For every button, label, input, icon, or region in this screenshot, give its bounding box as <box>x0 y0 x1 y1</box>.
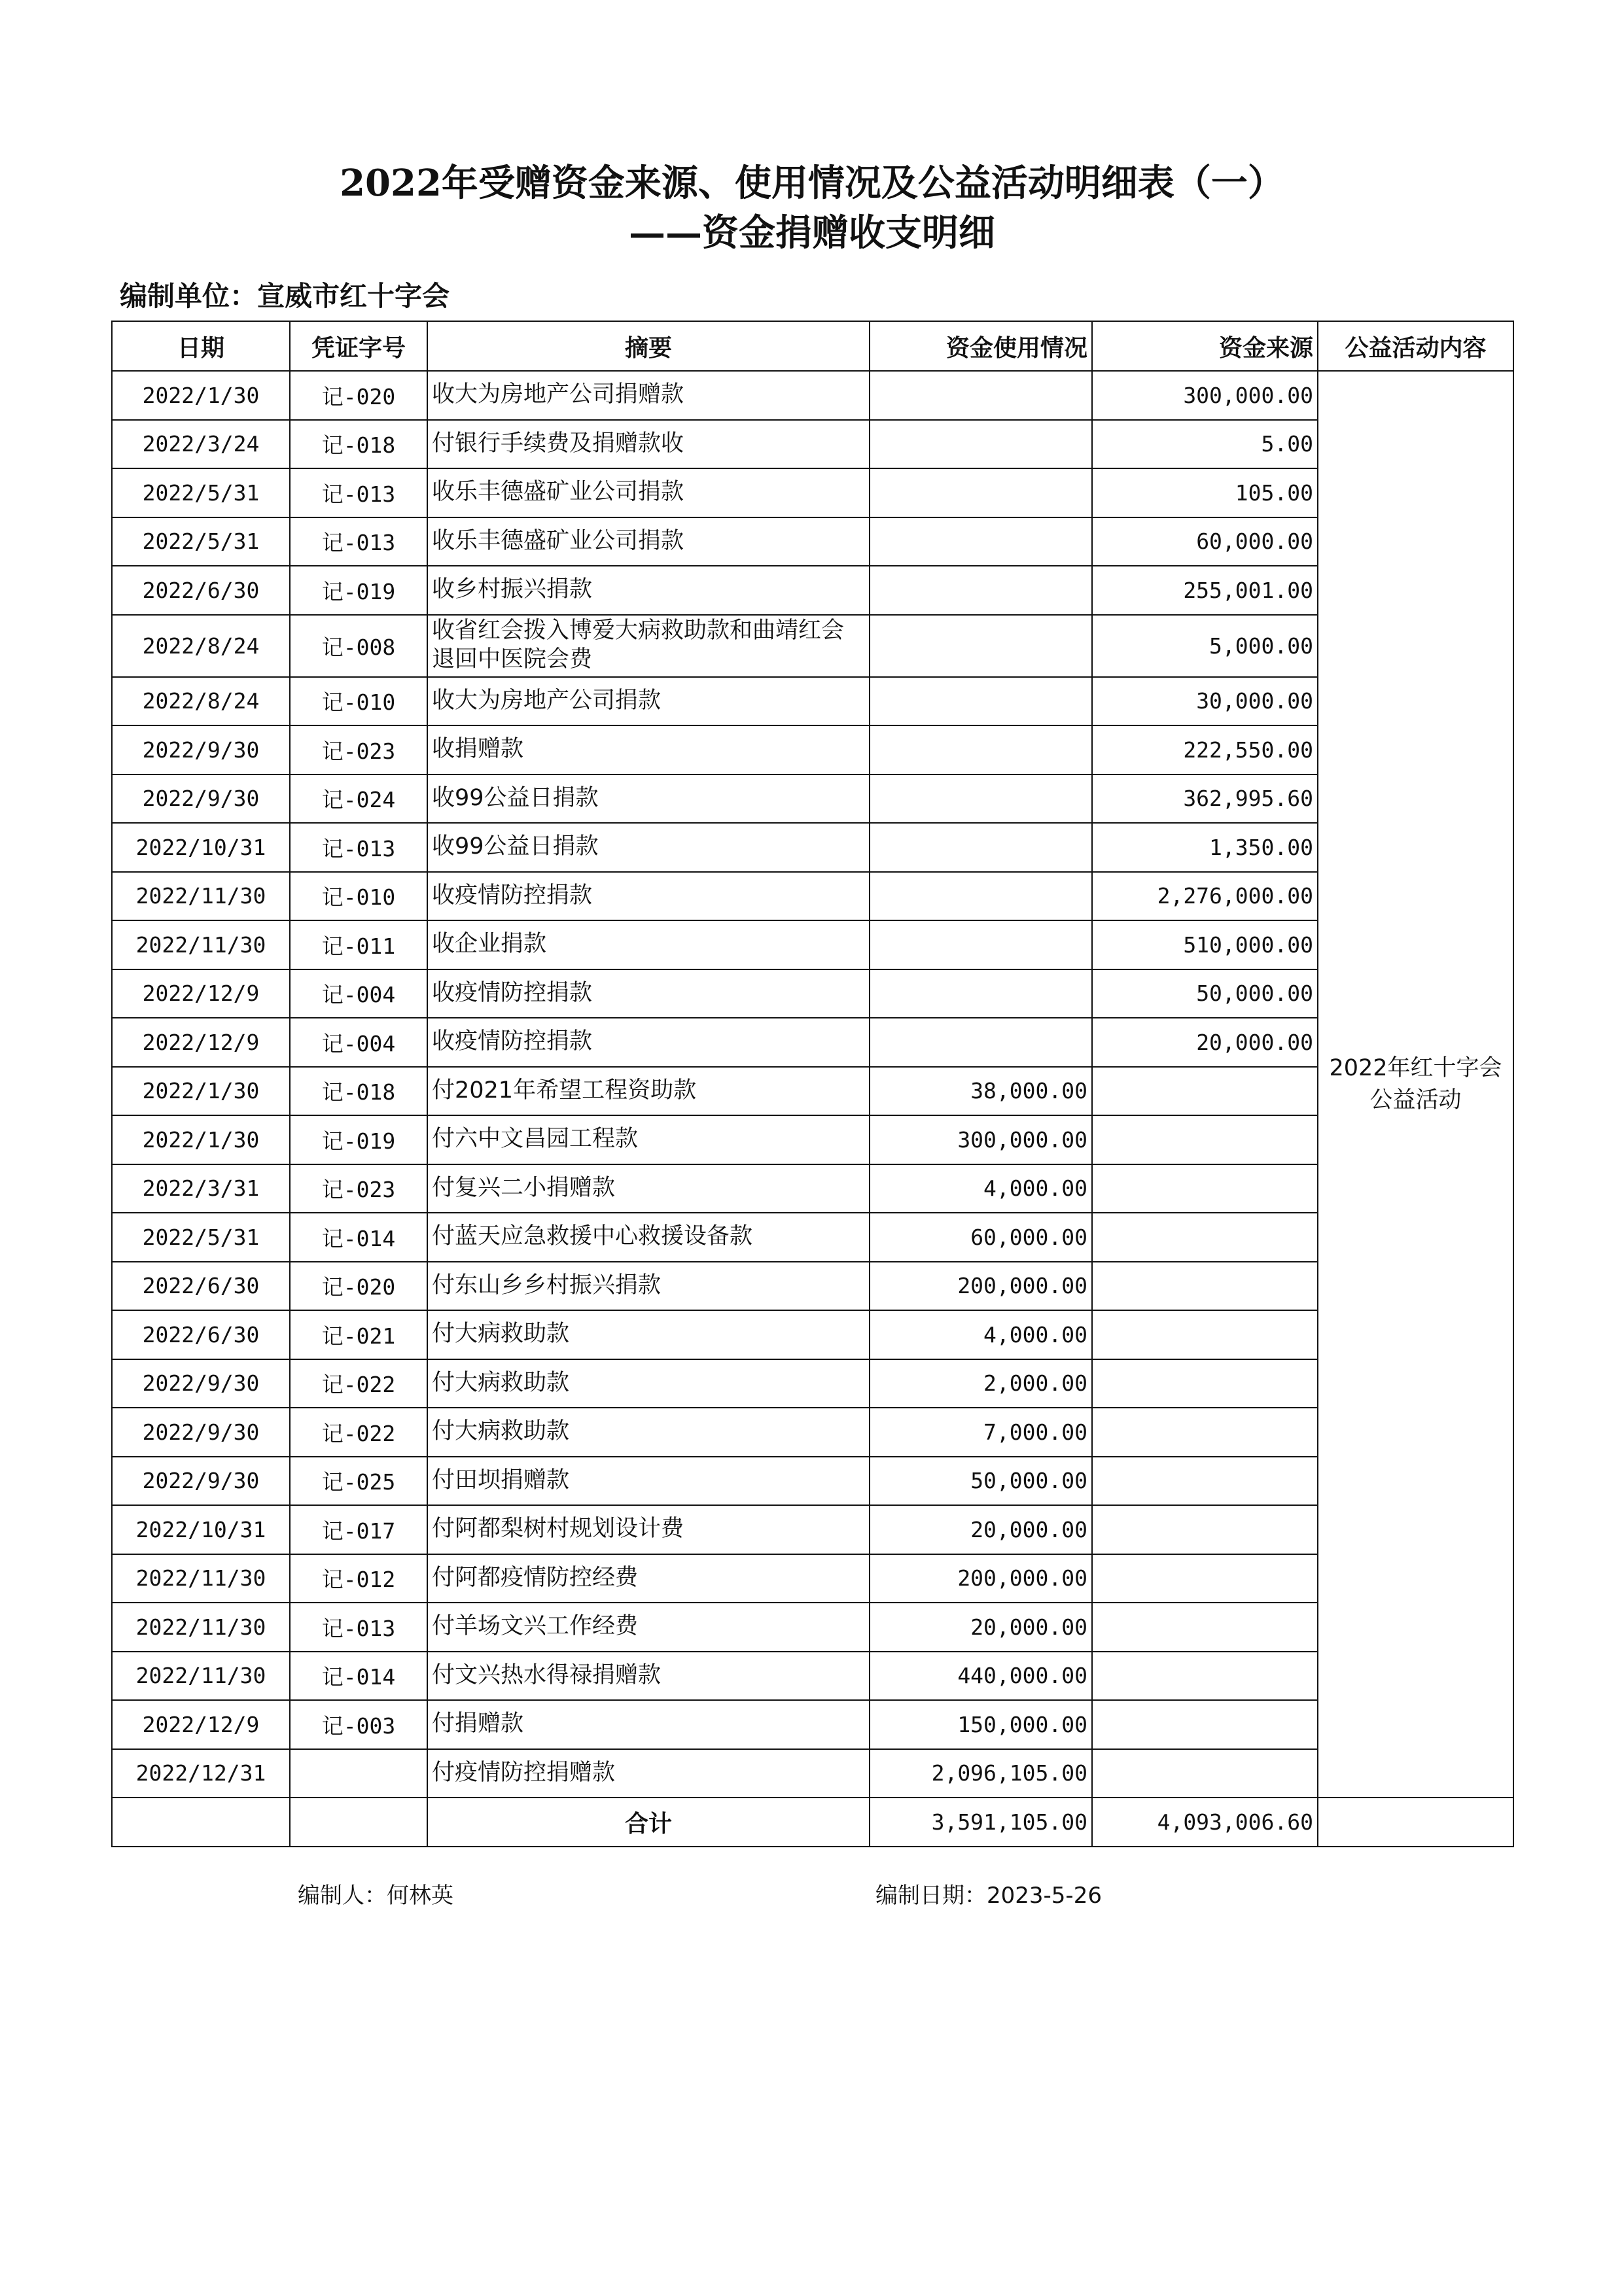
table-row <box>112 872 1513 921</box>
row-date: 2022/9/30 <box>112 1408 290 1457</box>
row-source: 5.00 <box>1092 420 1318 469</box>
header-activity: 公益活动内容 <box>1318 321 1513 371</box>
row-date: 2022/12/9 <box>112 1018 290 1067</box>
row-usage: 2,000.00 <box>870 1359 1092 1408</box>
table-row <box>112 1310 1513 1359</box>
header-usage: 资金使用情况 <box>870 321 1092 371</box>
row-summary: 付疫情防控捐赠款 <box>427 1749 870 1798</box>
row-date: 2022/11/30 <box>112 920 290 969</box>
row-summary: 付大病救助款 <box>427 1359 870 1408</box>
row-usage <box>870 615 1092 677</box>
row-voucher: 记-023 <box>290 725 427 774</box>
row-voucher: 记-004 <box>290 1018 427 1067</box>
row-usage <box>870 823 1092 872</box>
row-voucher: 记-017 <box>290 1505 427 1554</box>
row-usage <box>870 774 1092 824</box>
table-row <box>112 1262 1513 1311</box>
row-source: 30,000.00 <box>1092 677 1318 726</box>
row-usage: 2,096,105.00 <box>870 1749 1092 1798</box>
row-usage: 7,000.00 <box>870 1408 1092 1457</box>
row-usage <box>870 371 1092 420</box>
row-source: 20,000.00 <box>1092 1018 1318 1067</box>
row-source: 222,550.00 <box>1092 725 1318 774</box>
table-row <box>112 468 1513 517</box>
row-source: 5,000.00 <box>1092 615 1318 677</box>
row-source: 105.00 <box>1092 468 1318 517</box>
table-row <box>112 1749 1513 1798</box>
row-source <box>1092 1700 1318 1749</box>
header-row <box>112 321 1513 371</box>
row-date: 2022/8/24 <box>112 615 290 677</box>
row-summary: 收疫情防控捐款 <box>427 872 870 921</box>
row-usage: 20,000.00 <box>870 1505 1092 1554</box>
row-usage: 300,000.00 <box>870 1115 1092 1164</box>
page-subtitle: ——资金捐赠收支明细 <box>629 211 995 254</box>
row-date: 2022/11/30 <box>112 1554 290 1603</box>
row-voucher: 记-008 <box>290 615 427 677</box>
row-source <box>1092 1262 1318 1311</box>
row-voucher: 记-019 <box>290 1115 427 1164</box>
row-date: 2022/6/30 <box>112 1262 290 1311</box>
total-date <box>112 1798 290 1847</box>
total-row <box>112 1798 1513 1847</box>
row-summary: 付大病救助款 <box>427 1408 870 1457</box>
row-source <box>1092 1749 1318 1798</box>
row-voucher: 记-019 <box>290 566 427 615</box>
row-usage <box>870 725 1092 774</box>
row-usage: 200,000.00 <box>870 1262 1092 1311</box>
row-date: 2022/12/9 <box>112 1700 290 1749</box>
table-row <box>112 1408 1513 1457</box>
row-summary: 付阿都梨树村规划设计费 <box>427 1505 870 1554</box>
row-summary: 收疫情防控捐款 <box>427 1018 870 1067</box>
row-source: 1,350.00 <box>1092 823 1318 872</box>
row-voucher: 记-020 <box>290 371 427 420</box>
row-date: 2022/5/31 <box>112 468 290 517</box>
row-voucher: 记-003 <box>290 1700 427 1749</box>
row-voucher: 记-023 <box>290 1164 427 1213</box>
row-summary: 收大为房地产公司捐款 <box>427 677 870 726</box>
row-voucher: 记-020 <box>290 1262 427 1311</box>
row-voucher: 记-011 <box>290 920 427 969</box>
row-date: 2022/10/31 <box>112 1505 290 1554</box>
row-usage: 60,000.00 <box>870 1213 1092 1262</box>
compiling-unit: 编制单位：宣威市红十字会 <box>120 280 450 312</box>
table-row <box>112 969 1513 1018</box>
header-date: 日期 <box>112 321 290 371</box>
row-usage <box>870 920 1092 969</box>
table-row <box>112 1603 1513 1652</box>
row-usage: 440,000.00 <box>870 1652 1092 1701</box>
row-date: 2022/11/30 <box>112 1652 290 1701</box>
row-voucher <box>290 1749 427 1798</box>
activity-content: 2022年红十字会 公益活动 <box>1318 371 1513 1798</box>
table-row <box>112 566 1513 615</box>
row-date: 2022/3/31 <box>112 1164 290 1213</box>
row-source: 300,000.00 <box>1092 371 1318 420</box>
row-usage: 50,000.00 <box>870 1457 1092 1506</box>
prepared-date: 编制日期：2023-5-26 <box>875 1883 1102 1909</box>
row-voucher: 记-025 <box>290 1457 427 1506</box>
row-source <box>1092 1652 1318 1701</box>
row-summary: 付蓝天应急救援中心救援设备款 <box>427 1213 870 1262</box>
row-summary: 收乡村振兴捐款 <box>427 566 870 615</box>
row-voucher: 记-013 <box>290 517 427 566</box>
row-source <box>1092 1408 1318 1457</box>
preparer: 编制人：何林英 <box>298 1883 453 1909</box>
row-usage <box>870 566 1092 615</box>
row-date: 2022/12/31 <box>112 1749 290 1798</box>
row-date: 2022/9/30 <box>112 1457 290 1506</box>
row-date: 2022/6/30 <box>112 1310 290 1359</box>
row-summary: 收乐丰德盛矿业公司捐款 <box>427 468 870 517</box>
row-date: 2022/8/24 <box>112 677 290 726</box>
row-date: 2022/6/30 <box>112 566 290 615</box>
row-summary: 付大病救助款 <box>427 1310 870 1359</box>
row-summary: 付田坝捐赠款 <box>427 1457 870 1506</box>
row-source <box>1092 1310 1318 1359</box>
row-source: 2,276,000.00 <box>1092 872 1318 921</box>
row-date: 2022/5/31 <box>112 517 290 566</box>
row-summary: 收99公益日捐款 <box>427 774 870 824</box>
row-voucher: 记-018 <box>290 1067 427 1116</box>
total-voucher <box>290 1798 427 1847</box>
table-row <box>112 677 1513 726</box>
row-voucher: 记-018 <box>290 420 427 469</box>
row-voucher: 记-012 <box>290 1554 427 1603</box>
table-row <box>112 1457 1513 1506</box>
row-summary: 付东山乡乡村振兴捐款 <box>427 1262 870 1311</box>
total-label: 合计 <box>427 1798 870 1847</box>
row-usage: 200,000.00 <box>870 1554 1092 1603</box>
row-usage: 4,000.00 <box>870 1310 1092 1359</box>
table-row <box>112 920 1513 969</box>
row-voucher: 记-010 <box>290 677 427 726</box>
row-source <box>1092 1505 1318 1554</box>
ledger-table <box>111 321 1514 1847</box>
row-date: 2022/1/30 <box>112 1067 290 1116</box>
table-row <box>112 774 1513 824</box>
row-summary: 付捐赠款 <box>427 1700 870 1749</box>
row-source <box>1092 1067 1318 1116</box>
row-date: 2022/11/30 <box>112 872 290 921</box>
table-row <box>112 420 1513 469</box>
row-source <box>1092 1115 1318 1164</box>
header-source: 资金来源 <box>1092 321 1318 371</box>
row-voucher: 记-013 <box>290 1603 427 1652</box>
row-date: 2022/9/30 <box>112 1359 290 1408</box>
row-summary: 付复兴二小捐赠款 <box>427 1164 870 1213</box>
row-usage <box>870 677 1092 726</box>
row-source <box>1092 1359 1318 1408</box>
table-row <box>112 371 1513 420</box>
table-row <box>112 1115 1513 1164</box>
table-row <box>112 1018 1513 1067</box>
row-voucher: 记-022 <box>290 1359 427 1408</box>
table-row <box>112 517 1513 566</box>
table-row <box>112 1554 1513 1603</box>
page-title: 2022年受赠资金来源、使用情况及公益活动明细表（一） <box>340 162 1284 205</box>
row-usage <box>870 872 1092 921</box>
row-voucher: 记-013 <box>290 468 427 517</box>
row-voucher: 记-024 <box>290 774 427 824</box>
row-summary: 收企业捐款 <box>427 920 870 969</box>
table-row <box>112 1700 1513 1749</box>
row-usage <box>870 420 1092 469</box>
row-summary: 付银行手续费及捐赠款收 <box>427 420 870 469</box>
row-summary: 收捐赠款 <box>427 725 870 774</box>
row-summary: 付阿都疫情防控经费 <box>427 1554 870 1603</box>
row-usage: 20,000.00 <box>870 1603 1092 1652</box>
row-date: 2022/5/31 <box>112 1213 290 1262</box>
row-date: 2022/1/30 <box>112 1115 290 1164</box>
row-summary: 收省红会拨入博爱大病救助款和曲靖红会退回中医院会费 <box>427 615 870 677</box>
table-row <box>112 823 1513 872</box>
row-summary: 收乐丰德盛矿业公司捐款 <box>427 517 870 566</box>
row-voucher: 记-021 <box>290 1310 427 1359</box>
header-summary: 摘要 <box>427 321 870 371</box>
table-row <box>112 1652 1513 1701</box>
row-source: 510,000.00 <box>1092 920 1318 969</box>
total-activity <box>1318 1798 1513 1847</box>
row-date: 2022/10/31 <box>112 823 290 872</box>
row-usage <box>870 468 1092 517</box>
row-summary: 收疫情防控捐款 <box>427 969 870 1018</box>
row-usage <box>870 517 1092 566</box>
row-summary: 付文兴热水得禄捐赠款 <box>427 1652 870 1701</box>
row-date: 2022/11/30 <box>112 1603 290 1652</box>
row-source <box>1092 1457 1318 1506</box>
row-date: 2022/1/30 <box>112 371 290 420</box>
row-voucher: 记-004 <box>290 969 427 1018</box>
table-row <box>112 1213 1513 1262</box>
ledger-body <box>112 371 1513 1847</box>
row-summary: 付羊场文兴工作经费 <box>427 1603 870 1652</box>
row-source <box>1092 1603 1318 1652</box>
table-row <box>112 615 1513 677</box>
row-source: 362,995.60 <box>1092 774 1318 824</box>
row-voucher: 记-013 <box>290 823 427 872</box>
row-voucher: 记-014 <box>290 1652 427 1701</box>
table-row <box>112 1359 1513 1408</box>
row-usage: 38,000.00 <box>870 1067 1092 1116</box>
header-voucher: 凭证字号 <box>290 321 427 371</box>
table-row <box>112 1505 1513 1554</box>
row-usage <box>870 1018 1092 1067</box>
row-usage <box>870 969 1092 1018</box>
row-source <box>1092 1213 1318 1262</box>
total-source: 4,093,006.60 <box>1092 1798 1318 1847</box>
table-row <box>112 1067 1513 1116</box>
row-source <box>1092 1164 1318 1213</box>
total-usage: 3,591,105.00 <box>870 1798 1092 1847</box>
row-summary: 付2021年希望工程资助款 <box>427 1067 870 1116</box>
row-source: 255,001.00 <box>1092 566 1318 615</box>
row-date: 2022/12/9 <box>112 969 290 1018</box>
table-row <box>112 725 1513 774</box>
row-source: 60,000.00 <box>1092 517 1318 566</box>
table-row <box>112 1164 1513 1213</box>
row-source: 50,000.00 <box>1092 969 1318 1018</box>
row-summary: 收99公益日捐款 <box>427 823 870 872</box>
row-summary: 收大为房地产公司捐赠款 <box>427 371 870 420</box>
row-voucher: 记-010 <box>290 872 427 921</box>
row-date: 2022/9/30 <box>112 774 290 824</box>
row-date: 2022/3/24 <box>112 420 290 469</box>
row-date: 2022/9/30 <box>112 725 290 774</box>
row-voucher: 记-022 <box>290 1408 427 1457</box>
row-usage: 4,000.00 <box>870 1164 1092 1213</box>
row-source <box>1092 1554 1318 1603</box>
row-usage: 150,000.00 <box>870 1700 1092 1749</box>
row-summary: 付六中文昌园工程款 <box>427 1115 870 1164</box>
row-voucher: 记-014 <box>290 1213 427 1262</box>
